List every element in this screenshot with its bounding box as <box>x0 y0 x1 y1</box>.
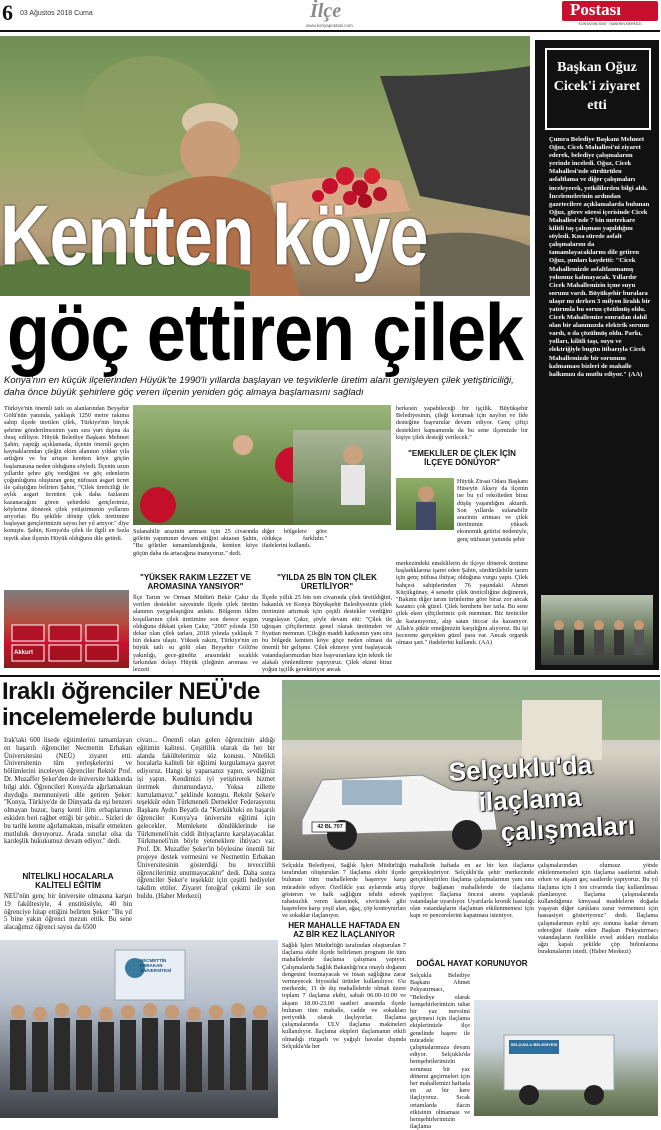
neu-headline-1: Iraklı öğrenciler NEÜ'de <box>2 678 260 705</box>
selcuklu-subheading-1: HER MAHALLE HAFTADA EN AZ BİR KEZ İLAÇLANIYOR <box>288 921 400 939</box>
main-headline-2: göç ettiren çilek <box>7 287 523 378</box>
man-photo-art <box>396 478 454 530</box>
story-column-2b: İlçe Tarım ve Orman Müdürü Bekir Çakır da verilen destekler sayesinde ilçede çilek üretim alanının yaygınlaştığını anlattı. Bölgenin iklim koşullarının çilek üretimine son derece uygun olduğuna dikkati çeken Çakır, "2007 yılında 150 dekar olan çilek tarlası, 2018 yılında yaklaşık 7 bin dekara ulaştı. Yüksek rakım, Türkiye'nin en büyük tatlı su gölü olan Beyşehir Gölü'ne yakınlığı, gece-gündüz arasındaki sıcaklık farkından dolayı Hüyük çileğinin aroması ve lezzeti <box>133 594 258 674</box>
page-number: 6 <box>2 0 13 25</box>
group-photo-art <box>541 595 653 665</box>
ziraat-odasi-photo <box>396 478 454 530</box>
neu-column-1: Irak'taki 600 lisede eğitimlerini tamamlayan en başarılı öğrenciler Necmettin Erbakan Üniversitesini (NEÜ) ziyaret etti. Üniversitenin tüm yerleşkelerini ve bölümlerini inceleyen öğrenciler Rektör Prof. Dr. Muzaffer Şeker'den de üniversite hakkında bilgi aldı. Öğrencileri Konya'da ağırlamaktan duyduğu memnuniyeti dile getiren Şeker: "Konya, Türkiye'de de Dünyada da eşi benzeri olmayan huzur, barış kenti ilim erbaplarının eskiden beri rağbet ettiği bir şehir... Sizleri de bu tarihi kentte ağırlamaktan, misafir etmekten mutluluk duyuyoruz. Arada sınırlar olsa da kardeşlik hukukumuz devam ediyor." dedi. <box>4 737 132 846</box>
issue-date: 03 Ağustos 2018 Cuma <box>20 10 93 17</box>
farmer-in-field-photo <box>293 430 391 525</box>
selcuklu-column-1b: Sağlık İşleri Müdürlüğü tarafından oluşturulan 7 ilaçlama ekibi ilçede belirlenen program ile tüm mahallelerde ilaçlama çalışması yapıyor. Çalışmalarda Sağlık Bakanlığı'nca onaylı doğanın dengesini bozmayacak ve insan sağlığına zarar vermeyecek biyosidal ürünler kullanılıyor. 6'sı merkezde, 1'i de dış mahallelerde olmak üzere toplam 7 ilaçlama ekibi, sabah 06.00-10.00 ve akşam 18.00-23.00 saatleri arasında ilçede bulunan tüm mahalle, cadde ve sokakları periyodik olarak ilaçlıyorlar. İlaçlama çalışmalarında ULV ilaçlama makineleri kullanılıyor. İlaçlama ekipleri ilaçlamanın etkili olmadığı rüzgarlı ve yağışlı havalar dışında Selçuklu'da her <box>282 942 406 1050</box>
story-column-4a: herkesin yapabileceği bir işçilik. Büyükşehir Belediyesinin, çileği korumak için naylon ve fide desteğine başvurular devam ediyor. Genç çiftçi destekleri kapsamında da bu sene ilçemizde bir kişiye çilek desteği verilecek." <box>396 405 528 441</box>
selcuklu-column-3: çalışmalarından olumsuz yönde etkilenmemeleri için ilaçlama saatlerini sabah erken ve akşam geç saatlerde yapıyoruz. Bu yıl ilaçlama için 1 ton civarında ilaç kullanılması planlanıyor. İlaçlama çalışmalarında kullandığımız kimyasal maddelerin doğada yaşayan diğer canlılara zarar vermemesi için hassasiyet gösteriyoruz" dedi. İlaçlama çalışmalarının eylül ayı sonuna kadar devam edeceğini ifade eden Başkan Pekyatırmacı vatandaşların özellikle evsel atıkları mutlaka ağzı kapalı şekilde çöp bidonlarına bırakmalarını istedi. (Haber Merkezi) <box>538 862 658 956</box>
story-deck: Konya'nın en küçük ilçelerinden Hüyük'te 1990'lı yıllarda başlayan ve teşviklerle üretim alanı genişleyen çilek yetiştiriciliği, daha önce büyük şehirlere göç veren ilçenin yeniden göç almaya başlamasını sağladı <box>4 375 514 398</box>
sidebar-box <box>535 40 659 670</box>
selcuklu-subheading-2: DOĞAL HAYAT KORUNUYOR <box>416 959 528 968</box>
strawberry-crate-photo <box>4 590 129 668</box>
section-divider <box>0 675 660 677</box>
selcuklu-column-2: mahallede haftada en az bir kez ilaçlama gerçekleştiriyor. Selçuklu'da şehir merkezinde gerçekleştirilen ilaçlama çalışmalarının yanı sıra ilçeye bağlanan mahallelerde de ilaçlama yapılıyor. İlaçlama öncesi anons yapılarak vatandaşlar uyarılıyor. Uyarılarla kronik hastalığı olan vatandaşların ilaçlaman etkilenmemesi için kapı ve pencerelerini kapatması isteniyor. <box>410 862 534 920</box>
story-column-3a: diğer bölgelere göre oldukça farklıdır." ifadelerini kullandı. <box>262 528 327 550</box>
subheading-rakim: "YÜKSEK RAKIM LEZZET VE AROMASINA YANSIYOR" <box>140 573 251 591</box>
truck-sign: SELÇUKLU BELEDİYESİ <box>510 1042 558 1047</box>
students-photo-art <box>0 940 278 1118</box>
website-url[interactable]: www.konyapostasi.com <box>306 23 353 28</box>
story-column-2a: Sulanabilir arazinin artması için 25 civarında göletin yapımının devam ettiğini aktaran Şahin, "Bu göletler tamamlandığında, kentten köye göçün daha da artacağına inanıyoruz." dedi. <box>133 528 258 557</box>
headline-line-1: Kentten köye <box>0 187 428 283</box>
selcuklu-column-2b: Selçuklu Belediye Başkanı Ahmet Pekyatırmacı, "Belediye olarak hemşehirlerimizin rahat bir yaz mevsimi geçirmesi için ilaçlama ekiplerimizle ilçe genelinde haşere ile mücadele çalışmalarımıza devam ediyor. Selçuklu'da hemşehrilerimizin sorunsuz bir yaz dönemi geçirmeleri için her mahallemizi haftada en az bir kere ilaçlıyoruz. Sıcak ortamlarda ilacın etkisinin olmaması ve hemşehirlerimizin ilaçlama <box>410 972 470 1130</box>
neu-column-1b: NEÜ'nün genç bir üniversite olmasına karşın 19 fakültesiyle, 4 enstitüsüyle, 40 bin öğrenciye hitap ettiğini belirten Şeker: "Bu yıl 5 bine yakın öğrenci mezun ettik. Bu sene alacağımız öğrenci sayısı da 6500 <box>4 893 132 932</box>
sidebar-body: Çumra Belediye Başkanı Mehmet Oğuz, Cicek Mahallesi'ni ziyaret ederek, belediye çalışmalarını yerinde inceledi. Oğuz, Cicek Mahallesi'nde sürdürülen asfaltlama ve diğer çalışmaları inceleyerek, yetkililerden bilgi aldı. İncelemelerinin ardından gazetecilere açıklamalarda bulunan Oğuz, görev süresi içerisinde Cicek Mahallesi'nde 7 bin metrekare kilitli taş çalışması yapıldığını söyledi. Kısa sürede asfalt çalışmalarını da tamamlayacaklarını dile getiren Oğuz, şunları kaydetti: "Cicek Mahallemizde asfaltlanmamış yolumuz kalmayacak. Yıllardır Cicek Mahallemizin içme suyu sorunu vardı. Büyükşehir buralara ulaşır mı derken 3 milyon liralık bir yatırımla bu sorun çözülmüş oldu. Cicek Mahallemize sonradan dahil olan bir alanımızda elektrik sorunu vardı, o da çözülmüş oldu. Parkı, yolları, kilitli taşı, suyu ve elektriğiyle bugün itibarıyla Cicek Mahallemizde bir sorunum kalmaması bizleri de mahalle halkımızı da mutlu ediyor." (AA) <box>549 136 651 378</box>
newspaper-logo <box>562 1 658 21</box>
story-column-3b: İlçede yıllık 25 bin ton civarında çilek üretildiğini, bakanlık ve Konya Büyükşehir Belediyesinin çilek üretimini artırmak için çeşitli destekler verdiğini vurgulayan Çakır, şöyle devam etti: "Çilek ile uğraşan çiftçilerimiz genel olarak üretimden ve fiyattan memnun. Çileğin maddi katkısının yanı sıra bu bölgede kentten köye göçe neden olması da önemli bir gelişme. Çilek ekmeye yeni başlayacak vatandaşlarımızdan bize başvuranlara için teknik ile alakalı yönlendirme yapıyoruz. Çilek ekimi biraz yoğun işçilik gerektiriyor ancak <box>262 594 392 674</box>
page-header <box>0 0 660 30</box>
subheading-emekliler: "EMEKLİLER DE ÇİLEK İÇİN İLÇEYE DÖNÜYOR" <box>408 449 516 467</box>
selcuklu-headline-1: Selçuklu'da <box>447 749 593 787</box>
subheading-25-bin-ton: "YILDA 25 BİN TON ÇİLEK ÜRETİLİYOR" <box>277 573 377 591</box>
main-headline <box>0 187 530 283</box>
neu-group-photo <box>0 940 278 1118</box>
spraying-vehicle-photo <box>474 1000 658 1116</box>
sprayer-photo-art <box>474 1000 658 1116</box>
neu-column-2: civarı... Önemli olan gelen öğrencinin aldığı eğitimin kalitesi. Çeşitlilik olarak da her bir alanda fakültelerimiz söz konusu. Nitelikli hocalarla kaliteli bir eğitimi kurgulamaya gayret ediyoruz. Hangi işi yaparsanız yapın, sevdiğiniz işi yapın. Kendimizi iyi yetiştirerek hizmet üretmek durumundayız. Yoksa zillette kurtulamayız." şeklinde konuştu. Rektör Şeker'e teşekkür eden Türkmeneli Dernekler Federasyonu Başkanı Aydın Beyatlı da "Kerkük'teki en başarılı öğrenciler Konya'ya üniversite eğitimi için gelecekler. Memlekete döndüklerinde ise Türkmeneli'nin ciddi ihtiyaçlarını karşılayacaklar. Türkmeneli'nin böyle yeteneklere ihtiyacı var. Prof. Dr. Muzaffer Şeker'in böylesine önemli bir projeye destek vermesini ve Necmettin Erbakan Üniversitesinin gösterdiği bu teveccühü öğrencilerimiz unutmayacaktır" dedi. Daha sonra öğrenciler Şeker'e teşekkür için çeşitli hediyeler takdim ettiler. Ziyaret fotoğraf çekimi ile son buldu. (Haber Merkezi) <box>137 737 275 900</box>
story-column-4b: Hüyük Ziraat Odası Başkanı Hüseyin Aksoy da ilçenin ise bu yıl rekolteden biraz düşüş yaşandığını aktardı. Son yıllarda sulanabilir arazinin artması ve çilek üretiminin yüksek ekonomik getirisi nedeniyle, genç nüfusun yanında şehir <box>457 478 528 543</box>
neu-banner-text: NECMETTİN ERBAKAN ÜNİVERSİTESİ <box>140 958 172 973</box>
logo-tagline: KONYA'NIN SESİ · HABERİN MERKEZİ <box>578 22 642 26</box>
crates-art <box>4 590 129 668</box>
farmer-photo-art <box>293 430 391 525</box>
story-column-4c: merkezindeki emeklilerin de ilçeye dönerek üretime başladıklarına işaret eden Şahin, sürdürülebilir tarım için genç nüfusa ihtiyaç olduğuna vurgu yaptı. Çilek bahçesi sahiplerinden 76 yaşındaki Ahmet Küçükgünay, 4 senedir çilek üreticiliğine değinerek, "Bakımı diğer tarım ürünlerine göre biraz zor ancak kazancı çok güzel. Çilek hemhem her tarla. Bu sene çilek eken çiftçilerimiz çok memnun. Biz üreticiler de kazanıyoruz, alıp satan tüccar da kazanıyor. Allah'a şükür emeğimizin karşılığını alıyoruz. Bu işi becerene gerçekten güzel para var. Ancak organik olması şart." ifadelerini kullandı. (AA) <box>396 560 528 647</box>
header-rule <box>0 30 660 32</box>
story-column-1: Türkiye'nin önemli tatlı su alanlarından Beyşehir Gölü'nün yanında, yaklaşık 1250 metre rakıma sahip ilçede üretilen çilek, Türkiye'nin birçok şehrine gönderilmesinin yanı sıra yurt dışına da ihraç ediliyor. Hüyük Belediye Başkanı Mehmet Şahin, yaptığı açıklamada, ilçenin önemli geçim kaynaklarından çileğin ekim alanının yıldan yıla arttığını ve bu artışın kentten köye göçün başlamasına neden olduğunu söyledi. İlçenin uzun yıllardır şehre göç verdiğini ve göç edenlerin çoğunluğunu oluşturan genç nüfusun asgari ücret ile çalıştığını belirten Şahin, "Çilek üreticiliği ile aylık asgari ücretten çok daha fazlasını kazanacağını gören şehirdeki gençlerimiz, köylerine dönerek çilek yetiştirmenin yollarını arıyorlar. Bu şekilde dönüp çilek üretimine başlayan gençlerimizin sayısı her yıl artıyor." diye konuştu. Şahin, Konya'da çilek ile ilgili en fazla teşvik alan ilçenin Hüyük olduğunu dile getirdi. <box>4 405 129 542</box>
sidebar-title: Başkan Oğuz Cicek'i ziyaret etti <box>553 60 641 113</box>
selcuklu-headline-3: çalışmaları <box>499 809 636 847</box>
logo-text: Postası <box>570 0 621 19</box>
selcuklu-headline-2: ilaçlama <box>477 781 583 817</box>
neu-subheading: NİTELİKLİ HOCALARLA KALİTELİ EĞİTİM <box>22 872 114 890</box>
neu-headline-2: incelemelerde bulundu <box>2 704 253 731</box>
truck-license-plate: 42 BL 707 <box>317 824 343 830</box>
sidebar-group-photo <box>541 595 653 665</box>
section-brand: İlçe <box>310 0 342 22</box>
selcuklu-column-1: Selçuklu Belediyesi, Sağlık İşleri Müdürlüğü tarafından oluşturulan 7 ilaçlama ekibi ilçede bulunan tüm mahallelerde haşereye karşı mücadele ediyor. Özellikle yaz aylarında artış gösteren ve halk sağlığını tehdit ederek rahatsızlık veren karasinek, sivrisinek gibi haşerelere karşı yeşil alan, ağaç, çöp konteynırları ve sokaklar ilaçlanıyor. <box>282 862 406 920</box>
crate-label: Akkurt <box>14 650 34 656</box>
